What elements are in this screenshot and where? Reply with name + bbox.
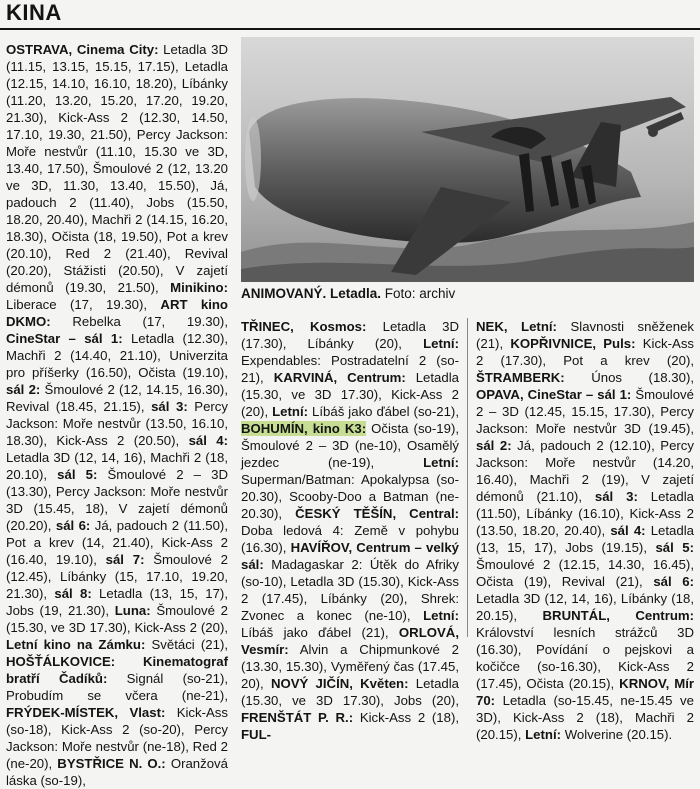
venue-name: CineStar – sál 1: [6,331,123,346]
venue-name: sál 5: [57,467,98,482]
movie-photo [241,37,694,282]
venue-name: Letní: [525,727,562,742]
venue-name: sál 5: [655,540,695,555]
screening-list: Líbáš jako ďábel (21), [241,625,399,640]
screening-list: Letadla 3D (12, 14, 16), Líbánky (18, 20.15), [476,591,694,623]
screening-list: Šmoulové 2 (12, 14.15, 16.30), Revival (18.45, 21.15), [6,382,228,414]
venue-name: KARVINÁ, Centrum: [273,370,406,385]
venue-name: sál 7: [105,552,145,567]
screening-list: Kick-Ass 2 (18), [353,710,459,725]
venue-name: ORLOVÁ, Vesmír: [241,625,459,657]
screening-list: Letadla (15.30, ve 3D 17.30), Kick-Ass 2 (20), [241,370,459,419]
venue-name: sál 8: [54,586,92,601]
listing-column-1 [6,41,228,789]
venue-name: sál 6: [55,518,91,533]
screening-list: Letadla (13, 15, 17), Jobs (19.15), [476,523,694,555]
venue-name: NEK, Letní: [476,319,557,334]
caption-credit: Foto: archiv [381,286,456,301]
venue-name: Letní: [423,455,459,470]
screening-list: Únos (18.30), [564,370,694,385]
screening-list: Království lesních strážců 3D (16.30), Povídání o pejskovi a kočičce (so-16.30), Kick-Ass 2 (17.45), Očista (20.15), [476,625,694,691]
venue-name: KRNOV, Mír 70: [476,676,694,708]
venue-name: NOVÝ JIČÍN, Květen: [270,676,409,691]
screening-list: Šmoulové 2 – 3D (12.45, 15.15, 17.30), Percy Jackson: Moře nestvůr 3D (19.45), [476,387,694,436]
screening-list: Letadla (so-15.45, ne-15.45 ve 3D), Kick-Ass 2 (18), Machři 2 (20.15), [476,693,694,742]
screening-list: Světáci (21), [145,637,228,652]
screening-list: Rebelka (17, 19.30), [50,314,228,329]
section-title: KINA [6,0,62,25]
screening-list: Šmoulové 2 (12.15, 14.30, 16.45), Očista (19), Revival (21), [476,557,694,589]
column-divider [467,318,468,637]
screening-list: Letadla (12.30), Machři 2 (14.40, 21.10), Univerzita pro příšerky (16.50), Očista (19.10), [6,331,228,380]
screening-list: Letadla 3D (11.15, 13.15, 15.15, 17.15), Letadla (12.15, 14.10, 16.10, 18.20), Líbánky (11.20, 13.20, 15.20, 17.20, 19.20, 21.30), Kick-Ass 2 (12.30, 14.50, 17.10, 19.30, 21.50), Percy Jackson: Moře nestvůr (11.10, 15.30 ve 3D, 13.40, 17.50), Šmoulové 2 (12, 13.20 ve 3D, 11.30, 13.40, 15.50), Já, padouch 2 (11.40), Jobs (15.50, 18.20, 20.40), Machři 2 (14.15, 16.20, 18.30), Očista (18, 19.50), Pot a krev (20.10), Red 2 (21.40), Revival (20.20), Stážisti (20.50), V zajetí démonů (19.30, 21.50), [6,42,228,295]
venue-name: sál 2: [476,438,512,453]
venue-name: FUL- [241,727,272,742]
screening-list: Já, padouch 2 (12.10), Percy Jackson: Moře nestvůr (14.20, 16.40), Machři 2 (19), V zajetí démonů (21.10), [476,438,694,504]
venue-name: sál 6: [653,574,694,589]
screening-list: Šmoulové 2 (12.45), Líbánky (15, 17.10, 19.20, 21.30), [6,552,228,601]
screening-list: Doba ledová 4: Země v pohybu (16.30), [241,523,459,555]
screening-list: Percy Jackson: Moře nestvůr (13.50, 16.10, 18.30), Kick-Ass 2 (20.50), [6,399,228,448]
screening-list: Expendables: Postradatelní 2 (so-21), [241,353,459,385]
venue-name: FRÝDEK-MÍSTEK, Vlast: [6,705,166,720]
venue-name: BYSTŘICE N. O.: [57,756,166,771]
venue-name: sál 2: [6,382,41,397]
venue-name: Letní: [423,608,459,623]
venue-name: sál 3: [594,489,638,504]
listing-column-2 [241,318,459,743]
screening-list: Madagaskar 2: Útěk do Afriky (so-10), Letadla 3D (15.30), Kick-Ass 2 (17.45), Líbánky (20), Shrek: Zvonec a konec (ne-10), [241,557,459,623]
screening-list: Slavnosti sněženek (21), [476,319,694,351]
venue-name: OSTRAVA, Cinema City: [6,42,159,57]
venue-name: TŘINEC, Kosmos: [241,319,367,334]
screening-list: Oranžová láska (so-19), [6,756,228,788]
screening-list: Letadla 3D (17.30), Líbánky (20), [241,319,459,351]
venue-name: HAVÍŘOV, Centrum – velký sál: [241,540,459,572]
screening-list: Líbáš jako ďábel (so-21), [308,404,459,419]
caption-title: ANIMOVANÝ. Letadla. [241,286,382,301]
venue-name: sál 4: [610,523,646,538]
venue-name: ŠTRAMBERK: [476,370,565,385]
screening-list: Kick-Ass 2 (17.30), Pot a krev (20), [476,336,695,368]
screening-list: Šmoulové 2 (15.30, ve 3D 17.30), Kick-Ass 2 (20), [6,603,228,635]
header-rule [0,28,700,30]
screening-list: Očista (so-19), Šmoulové 2 – 3D (ne-10), Osamělý jezdec (ne-19), [241,421,459,470]
venue-name: sál 3: [151,399,188,414]
venue-name: Letní: [272,404,309,419]
screening-list: Letadla 3D (12, 14, 16), Machři 2 (18, 20.10), [6,450,228,482]
photo-caption [241,286,694,301]
highlighted-venue-name: BOHUMÍN, kino K3: [241,421,367,436]
screening-list: Já, padouch 2 (11.50), Pot a krev (14, 21.40), Kick-Ass 2 (16.40, 19.10), [6,518,228,567]
venue-name: KOPŘIVNICE, Puls: [510,336,636,351]
venue-name: sál 4: [188,433,228,448]
screening-list: Letadla (15.30, ve 3D 17.30), Jobs (20), [241,676,459,708]
screening-list: Wolverine (20.15). [561,727,673,742]
venue-name: Minikino: [170,280,228,295]
venue-name: Luna: [114,603,151,618]
listing-column-3 [476,318,694,743]
screening-list: Superman/Batman: Apokalypsa (so-20.30), Scooby-Doo a Batman (ne-20.30), [241,472,459,521]
venue-name: OPAVA, CineStar – sál 1: [476,387,632,402]
venue-name: Letní kino na Zámku: [6,637,146,652]
screening-list: Kick-Ass (so-18), Kick-Ass 2 (so-20), Percy Jackson: Moře nestvůr (ne-18), Red 2 (ne-20), [6,705,228,771]
screening-list: Šmoulové 2 – 3D (13.30), Percy Jackson: Moře nestvůr 3D (15.45, 18), V zajetí démonů (20.20), [6,467,228,533]
venue-name: FRENŠTÁT P. R.: [241,710,354,725]
venue-name: BRUNTÁL, Centrum: [542,608,694,623]
screening-list: Letadla (13, 15, 17), Jobs (19, 21.30), [6,586,228,618]
screening-list: Liberace (17, 19.30), [6,297,161,312]
screening-list: Alvin a Chipmunkové 2 (13.30, 15.30), Vyměřený čas (17.45, 20), [241,642,459,691]
venue-name: HOŠŤÁLKOVICE: Kinematograf bratří Čadíků: [6,654,228,686]
screening-list: Letadla (11.50), Líbánky (16.10), Kick-Ass 2 (13.50, 18.20, 20.40), [476,489,694,538]
airplane-illustration [241,37,694,282]
screening-list: Signál (so-21), Probudím se včera (ne-21), [6,671,229,703]
venue-name: ART kino DKMO: [6,297,228,329]
section-header [0,0,700,30]
venue-name: Letní: [423,336,459,351]
venue-name: ČESKÝ TĚŠÍN, Central: [295,506,459,521]
